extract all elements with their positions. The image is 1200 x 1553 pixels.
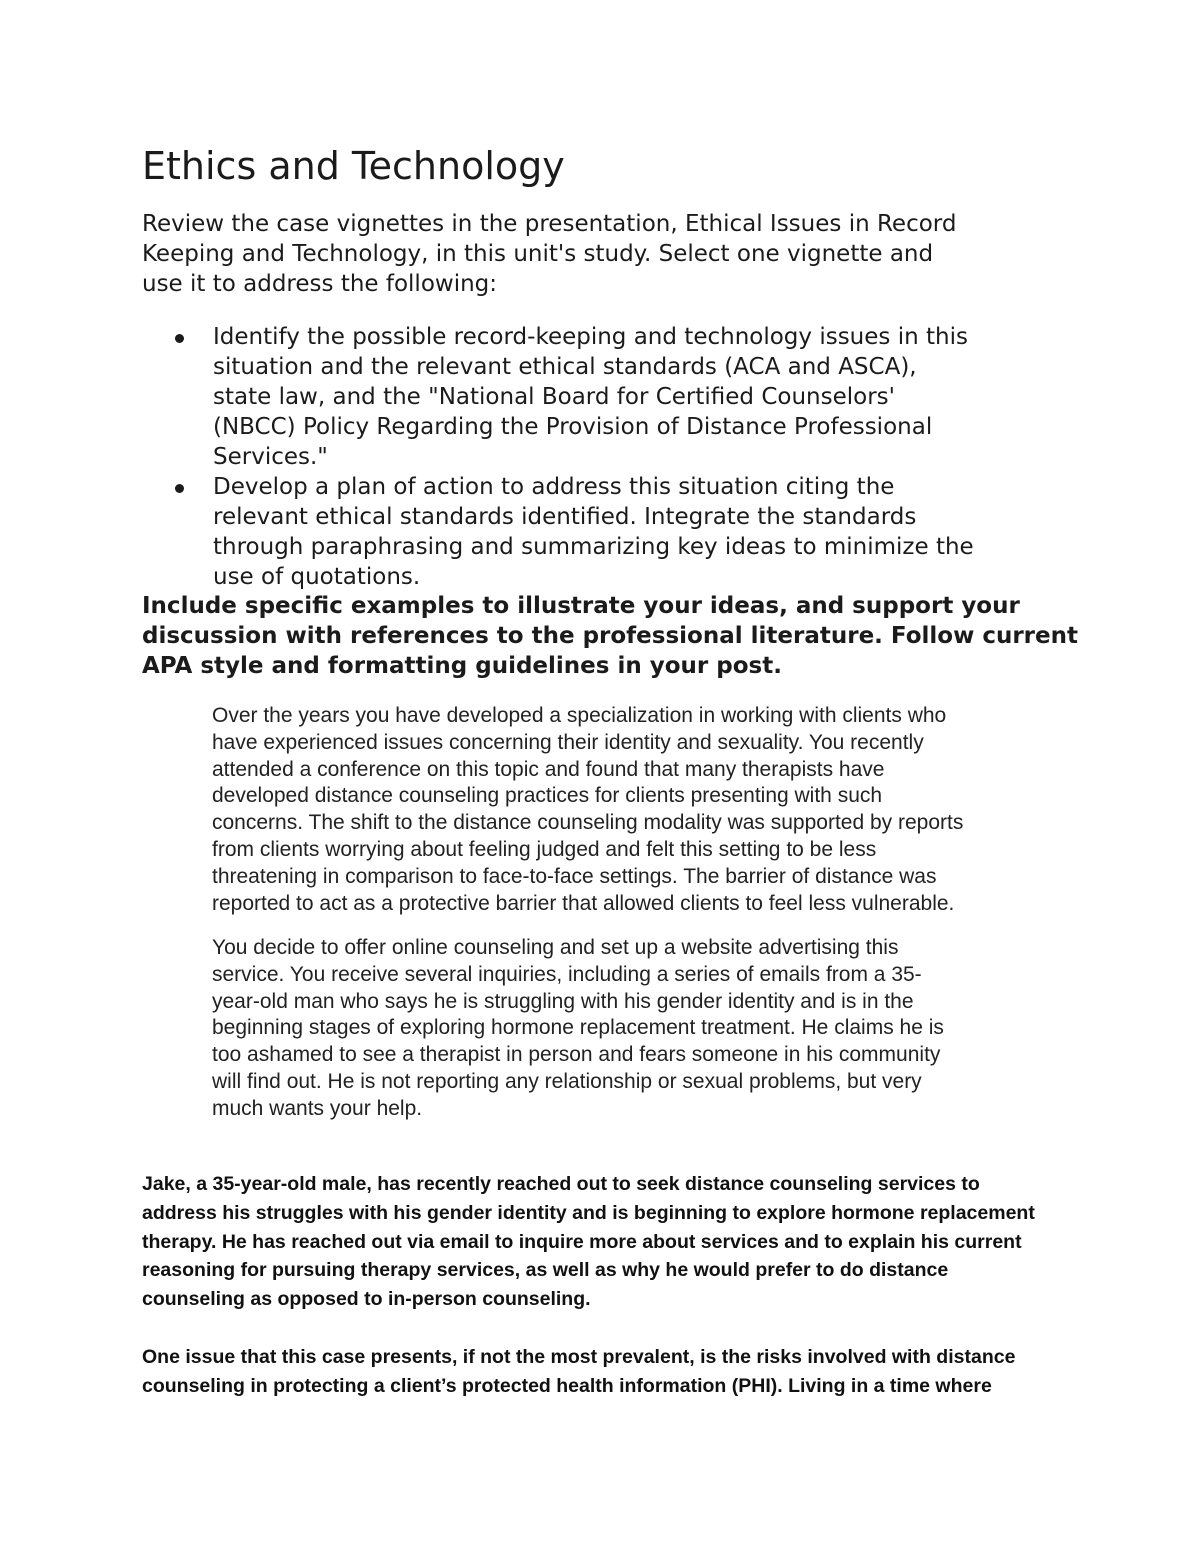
vignette-line: much wants your help. (212, 1096, 423, 1120)
requirements-list (142, 322, 1102, 592)
include-instructions (142, 591, 1082, 681)
vignette-line: attended a conference on this topic and found that many therapists have (212, 757, 885, 781)
prompt-line: Review the case vignettes in the presentation, Ethical Issues in Record (142, 211, 957, 237)
response-paragraph-1 (142, 1170, 1082, 1314)
requirement-line: Identify the possible record-keeping and technology issues in this (213, 324, 968, 350)
prompt-line: use it to address the following: (142, 271, 498, 297)
response-line: counseling as opposed to in-person counseling. (142, 1288, 591, 1311)
response-line: Jake, a 35-year-old male, has recently reached out to seek distance counseling services to (142, 1173, 980, 1195)
vignette-line: threatening in comparison to face-to-face settings. The barrier of distance was (212, 864, 937, 888)
requirement-line: state law, and the "National Board for Certified Counselors' (213, 384, 895, 410)
vignette-line: Over the years you have developed a specialization in working with clients who (212, 704, 947, 727)
vignette-line: reported to act as a protective barrier that allowed clients to feel less vulnerable. (212, 891, 955, 915)
requirement-line: Services." (213, 444, 328, 470)
requirement-line: Develop a plan of action to address this situation citing the (213, 474, 895, 500)
response-line: reasoning for pursuing therapy services, as well as why he would prefer to do distance (142, 1259, 949, 1282)
vignette-line: too ashamed to see a therapist in person and fears someone in his community (212, 1043, 941, 1067)
assignment-prompt (142, 209, 1082, 299)
vignette-line: year-old man who says he is struggling with his gender identity and is in the (212, 989, 914, 1013)
requirement-line: (NBCC) Policy Regarding the Provision of Distance Professional (213, 414, 933, 440)
include-line: discussion with references to the professional literature. Follow current (142, 623, 1078, 649)
response-paragraph-2 (142, 1343, 1082, 1401)
response-line: therapy. He has reached out via email to inquire more about services and to explain his current (142, 1230, 1022, 1253)
vignette-line: will find out. He is not reporting any relationship or sexual problems, but very (212, 1069, 922, 1093)
prompt-line: Keeping and Technology, in this unit's study. Select one vignette and (142, 241, 934, 267)
include-line: APA style and formatting guidelines in your post. (142, 653, 782, 679)
vignette-line: service. You receive several inquiries, including a series of emails from a 35- (212, 962, 922, 986)
requirement-item-identify (142, 322, 1102, 472)
vignette-line: concerns. The shift to the distance counseling modality was supported by reports (212, 811, 964, 835)
requirement-line: situation and the relevant ethical standards (ACA and ASCA), (213, 354, 917, 380)
vignette-paragraph-2 (212, 935, 1072, 1123)
document-title: Ethics and Technology (142, 144, 565, 188)
response-line: address his struggles with his gender identity and is beginning to explore hormone replacement (142, 1201, 1035, 1224)
response-line: One issue that this case presents, if not the most prevalent, is the risks involved with distance (142, 1346, 1016, 1368)
vignette-line: You decide to offer online counseling and set up a website advertising this (212, 936, 899, 959)
requirement-line: relevant ethical standards identified. Integrate the standards (213, 504, 917, 530)
bullet-icon (175, 484, 184, 493)
requirement-item-develop (142, 472, 1102, 592)
vignette-paragraph-1 (212, 703, 1072, 917)
include-line: Include specific examples to illustrate your ideas, and support your (142, 593, 1020, 619)
requirement-line: use of quotations. (213, 564, 421, 590)
response-line: counseling in protecting a client’s protected health information (PHI). Living in a time where (142, 1374, 992, 1397)
vignette-line: from clients worrying about feeling judged and felt this setting to be less (212, 837, 877, 861)
requirement-line: through paraphrasing and summarizing key ideas to minimize the (213, 534, 974, 560)
vignette-line: developed distance counseling practices for clients presenting with such (212, 784, 883, 808)
vignette-line: beginning stages of exploring hormone replacement treatment. He claims he is (212, 1016, 944, 1040)
vignette-line: have experienced issues concerning their identity and sexuality. You recently (212, 730, 924, 754)
bullet-icon (175, 334, 184, 343)
